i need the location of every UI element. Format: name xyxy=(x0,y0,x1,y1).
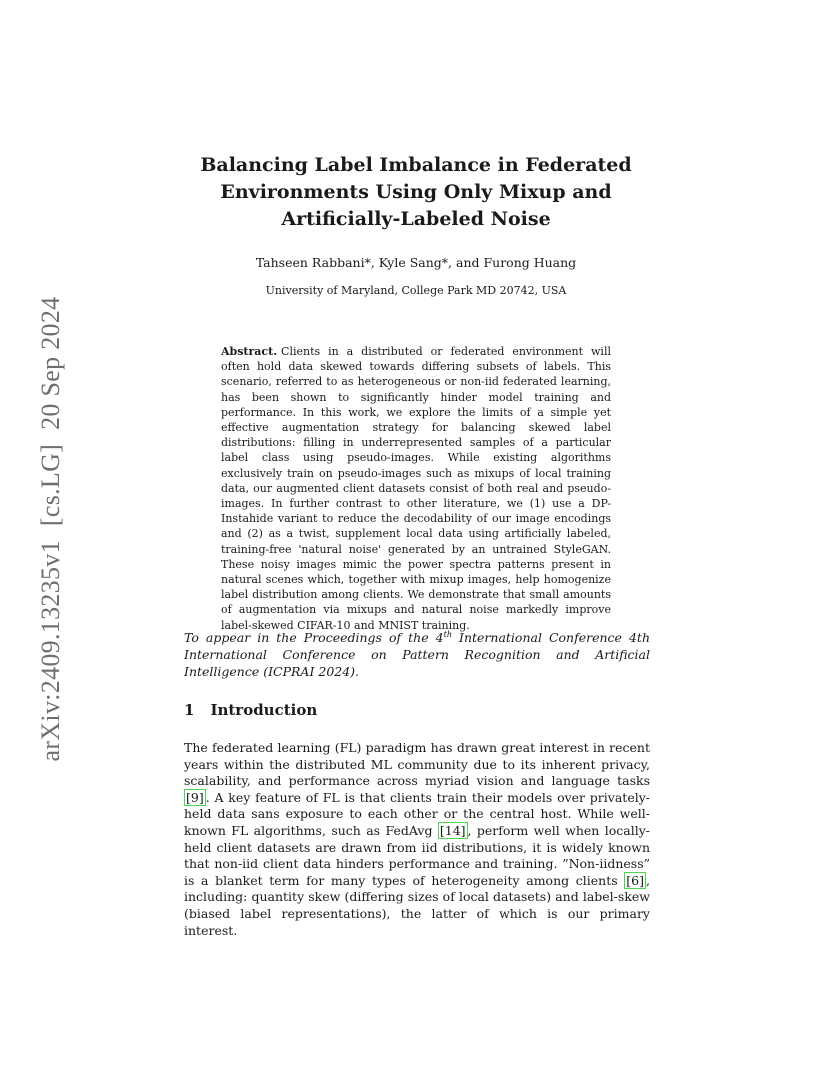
paper-title xyxy=(180,152,652,233)
citation-link[interactable]: [14] xyxy=(439,822,466,838)
intro-text: . A key feature of FL is that clients train their models over privately-held data sans exposure to each other or the central host. While well-known FL algorithms, such as FedAvg xyxy=(184,789,650,838)
citation-link[interactable]: [6] xyxy=(626,872,645,888)
section-heading xyxy=(184,701,317,719)
abstract-label: Abstract. xyxy=(221,345,278,358)
intro-text: , including: quantity skew (differing sizes of local datasets) and label-skew (biased label representations), the latter of which is our primary interest. xyxy=(184,872,650,938)
ordinal-suffix: th xyxy=(443,630,452,639)
affiliation: University of Maryland, College Park MD 20742, USA xyxy=(265,284,567,297)
intro-text: , perform well when locally-held client datasets are drawn from iid distributions, it is widely known that non-iid client data hinders performance and training. ”Non-iidness” is a blanket term for many types of heterogeneity among clients xyxy=(184,822,650,888)
abstract-text: Clients in a distributed or federated environment will often hold data skewed towards differing subsets of labels. This scenario, referred to as heterogeneous or non-iid federated learning, has been shown to significantly hinder model training and performance. In this work, we explore the limits of a simple yet effective augmentation strategy for balancing skewed label distributions: filling in underrepresented samples of a particular label class using pseudo-images. While existing algorithms exclusively train on pseudo-images such as mixups of local training data, our augmented client datasets consist of both real and pseudo-images. In further contrast to other literature, we (1) use a DP-Instahide variant to reduce the decodability of our image encodings and (2) as a twist, supplement local data using artificially labeled, training-free 'natural noise' generated by an untrained StyleGAN. These noisy images mimic the power spectra patterns present in natural scenes which, together with mixup images, help homogenize label distribution among clients. We demonstrate that small amounts of augmentation via mixups and natural noise markedly improve label-skewed CIFAR-10 and MNIST training. xyxy=(221,345,611,632)
title-line: Balancing Label Imbalance in Federated xyxy=(200,154,632,176)
intro-text: The federated learning (FL) paradigm has drawn great interest in recent years within the distributed ML community due to its inherent privacy, scalability, and performance across myriad vision and language tasks xyxy=(184,740,650,789)
section-title: Introduction xyxy=(210,701,318,719)
title-line: Artificially-Labeled Noise xyxy=(281,208,551,230)
publication-note-text: To appear in the Proceedings of the 4 xyxy=(184,630,444,646)
title-line: Environments Using Only Mixup and xyxy=(220,181,612,203)
arxiv-category: [cs.LG] xyxy=(36,443,65,527)
arxiv-id: arXiv:2409.13235v1 xyxy=(36,540,65,762)
publication-note-text: International Conference 4th International Conference on Pattern Recognition and Artificial Intelligence (ICPRAI 2024). xyxy=(184,630,650,680)
authors: Tahseen Rabbani*, Kyle Sang*, and Furong Huang xyxy=(255,255,577,270)
section-number: 1 xyxy=(184,701,195,719)
arxiv-date: 20 Sep 2024 xyxy=(36,296,65,430)
publication-note xyxy=(184,626,650,680)
introduction-paragraph xyxy=(184,740,650,939)
citation-link[interactable]: [9] xyxy=(186,789,204,805)
abstract xyxy=(221,344,611,633)
arxiv-identifier-stamp xyxy=(36,283,66,762)
